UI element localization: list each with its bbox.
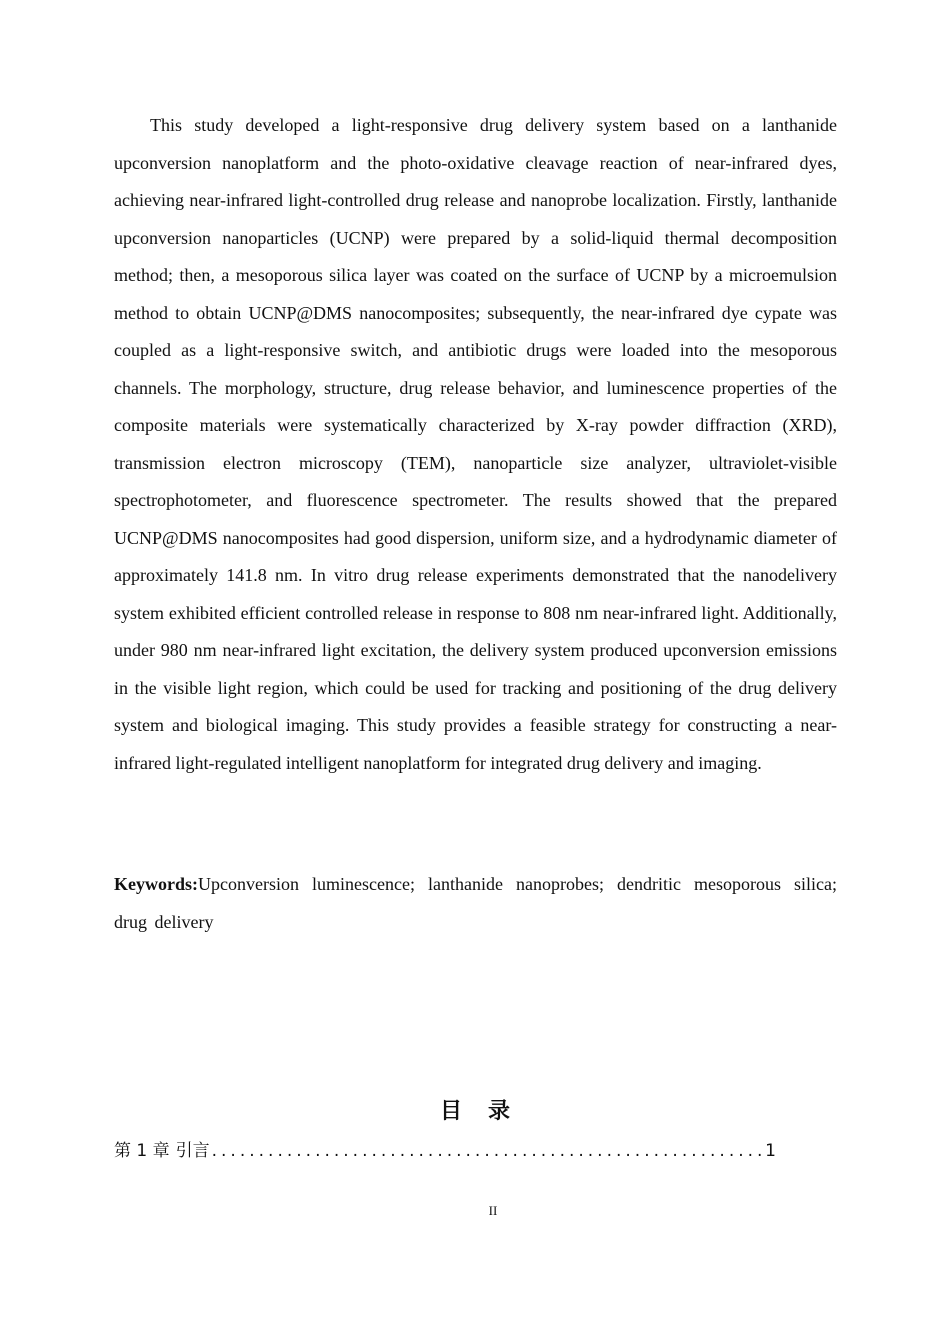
toc-title: 目录 — [439, 1099, 536, 1124]
abstract-paragraph: This study developed a light-responsive drug delivery system based on a lanthanide upconversion nanoplatform and the photo-oxidative cleavage reaction of near-infrared dyes, achieving near-infrared light-controlled drug release and nanoprobe localization. Firstly, lanthanide upconversion nanoparticles (UCNP) were prepared by a solid-liquid thermal decomposition method; then, a mesoporous silica layer was coated on the surface of UCNP by a microemulsion method to obtain UCNP@DMS nanocomposites; subsequently, the near-infrared dye cypate was coupled as a light-responsive switch, and antibiotic drugs were loaded into the mesoporous channels. The morphology, structure, drug release behavior, and luminescence properties of the composite materials were systematically characterized by X-ray powder diffraction (XRD), transmission electron microscopy (TEM), nanoparticle size analyzer, ultraviolet-visible spectrophotometer, and fluorescence spectrometer. The results showed that the prepared UCNP@DMS nanocomposites had good dispersion, uniform size, and a hydrodynamic diameter of approximately 141.8 nm. In vitro drug release experiments demonstrated that the nanodelivery system exhibited efficient controlled release in response to 808 nm near-infrared light. Additionally, under 980 nm near-infrared light excitation, the delivery system produced upconversion emissions in the visible light region, which could be used for tracking and positioning of the drug delivery system and biological imaging. This study provides a feasible strategy for constructing a near-infrared light-regulated intelligent nanoplatform for integrated drug delivery and imaging. — [114, 115, 837, 773]
toc-entry-chapter: 第 1 章 — [114, 1141, 170, 1161]
keywords-label: Keywords: — [114, 874, 198, 894]
keywords-line — [114, 866, 837, 941]
keywords-text: Upconversion luminescence; lanthanide nanoprobes; dendritic mesoporous silica; drug delivery — [114, 874, 837, 932]
page-number: II — [488, 1203, 498, 1218]
toc-entry-title: 引言 — [175, 1141, 210, 1161]
toc-entry-chapter-1[interactable] — [114, 1138, 776, 1164]
toc-entry-page: 1 — [765, 1141, 776, 1161]
toc-dot-leader — [212, 1138, 764, 1164]
